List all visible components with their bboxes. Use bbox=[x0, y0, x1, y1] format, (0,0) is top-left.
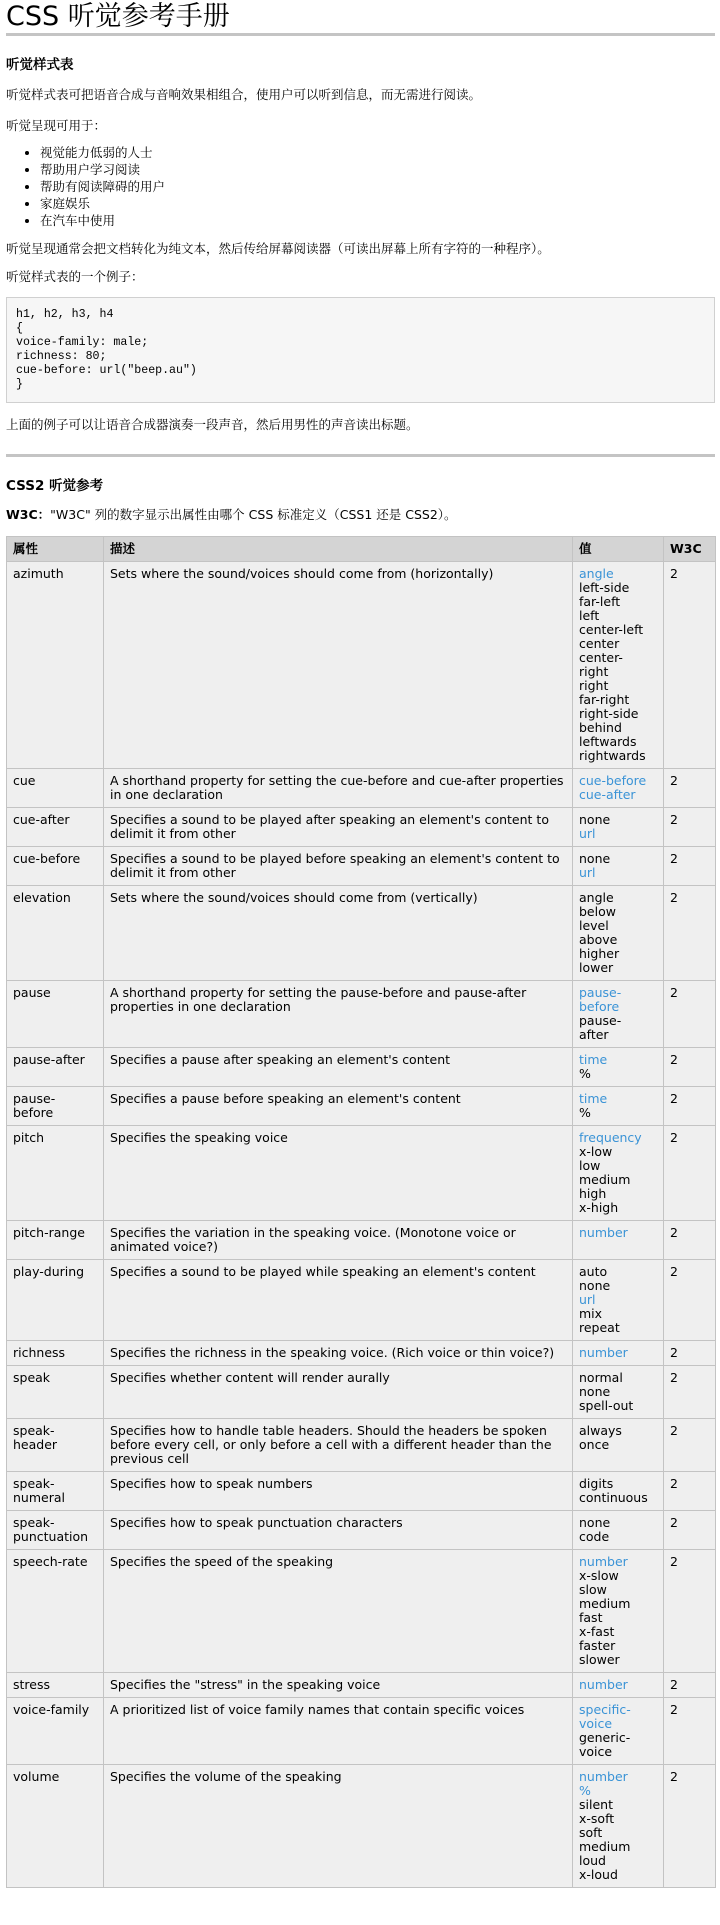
table-row bbox=[7, 1048, 716, 1087]
values-cell bbox=[573, 1698, 664, 1765]
values-cell bbox=[573, 1550, 664, 1673]
code-line: richness: 80; bbox=[16, 350, 107, 363]
property-cell: cue-after bbox=[7, 808, 104, 847]
value-item: slow bbox=[579, 1582, 607, 1597]
value-link[interactable]: % bbox=[579, 1783, 591, 1798]
description-cell: A shorthand property for setting the cue-before and cue-after properties in one declaration bbox=[104, 769, 573, 808]
table-row bbox=[7, 1673, 716, 1698]
value-item: normal bbox=[579, 1370, 623, 1385]
value-item: far-left bbox=[579, 594, 621, 609]
values-cell bbox=[573, 1087, 664, 1126]
property-cell: richness bbox=[7, 1341, 104, 1366]
code-line: { bbox=[16, 322, 23, 335]
value-link[interactable]: time bbox=[579, 1091, 608, 1106]
intro-description: 听觉样式表可把语音合成与音响效果相组合，使用户可以听到信息，而无需进行阅读。 bbox=[6, 87, 482, 102]
value-item: far-right bbox=[579, 692, 630, 707]
value-link[interactable]: time bbox=[579, 1052, 608, 1067]
value-item: center bbox=[579, 636, 620, 651]
table-header-row bbox=[7, 537, 716, 562]
value-item: mix bbox=[579, 1306, 603, 1321]
table-row bbox=[7, 1419, 716, 1472]
value-link[interactable]: frequency bbox=[579, 1130, 642, 1145]
value-item: x-slow bbox=[579, 1568, 619, 1583]
value-item: none bbox=[579, 1278, 611, 1293]
property-cell: pause-before bbox=[7, 1087, 104, 1126]
value-link[interactable]: url bbox=[579, 826, 596, 841]
section-divider bbox=[6, 454, 715, 457]
description-cell: A shorthand property for setting the pause-before and pause-after properties in one declaration bbox=[104, 981, 573, 1048]
value-item: none bbox=[579, 1515, 611, 1530]
table-row bbox=[7, 562, 716, 769]
code-line: voice-family: male; bbox=[16, 336, 149, 349]
values-cell bbox=[573, 769, 664, 808]
property-cell: speak bbox=[7, 1366, 104, 1419]
value-item: high bbox=[579, 1186, 607, 1201]
table-row bbox=[7, 1511, 716, 1550]
value-item: spell-out bbox=[579, 1398, 634, 1413]
values-cell bbox=[573, 1341, 664, 1366]
property-cell: play-during bbox=[7, 1260, 104, 1341]
values-cell bbox=[573, 1472, 664, 1511]
values-cell bbox=[573, 1673, 664, 1698]
description-cell: A prioritized list of voice family names that contain specific voices bbox=[104, 1698, 573, 1765]
title-divider bbox=[6, 33, 715, 36]
value-link[interactable]: number bbox=[579, 1345, 628, 1360]
w3c-note bbox=[6, 506, 715, 524]
values-cell bbox=[573, 1221, 664, 1260]
w3c-cell: 2 bbox=[664, 1048, 716, 1087]
value-item: leftwards bbox=[579, 734, 637, 749]
value-item: none bbox=[579, 851, 611, 866]
value-item: x-fast bbox=[579, 1624, 615, 1639]
use-list-item: • 在汽车中使用 bbox=[40, 212, 715, 229]
description-cell: Specifies how to speak numbers bbox=[104, 1472, 573, 1511]
property-cell: speak-numeral bbox=[7, 1472, 104, 1511]
property-cell: volume bbox=[7, 1765, 104, 1888]
code-line: h1, h2, h3, h4 bbox=[16, 308, 114, 321]
description-cell: Specifies a pause after speaking an element's content bbox=[104, 1048, 573, 1087]
value-item: higher bbox=[579, 946, 620, 961]
value-item: code bbox=[579, 1529, 610, 1544]
description-cell: Specifies the volume of the speaking bbox=[104, 1765, 573, 1888]
table-row bbox=[7, 1087, 716, 1126]
value-item: none bbox=[579, 1384, 611, 1399]
description-cell: Specifies the "stress" in the speaking voice bbox=[104, 1673, 573, 1698]
value-item: rightwards bbox=[579, 748, 646, 763]
value-item: above bbox=[579, 932, 618, 947]
use-list-item: • 帮助有阅读障碍的用户 bbox=[40, 178, 715, 195]
value-item: silent bbox=[579, 1797, 613, 1812]
description-cell: Specifies how to speak punctuation characters bbox=[104, 1511, 573, 1550]
value-item: right bbox=[579, 678, 609, 693]
value-item: generic-voice bbox=[579, 1730, 631, 1759]
description-cell: Specifies the variation in the speaking voice. (Monotone voice or animated voice?) bbox=[104, 1221, 573, 1260]
description-cell: Specifies the speed of the speaking bbox=[104, 1550, 573, 1673]
w3c-cell: 2 bbox=[664, 1511, 716, 1550]
use-list-item: • 帮助用户学习阅读 bbox=[40, 161, 715, 178]
description-cell: Specifies the speaking voice bbox=[104, 1126, 573, 1221]
w3c-cell: 2 bbox=[664, 1419, 716, 1472]
w3c-cell: 2 bbox=[664, 1126, 716, 1221]
value-item: slower bbox=[579, 1652, 620, 1667]
property-cell: pitch bbox=[7, 1126, 104, 1221]
value-link[interactable]: pause-before bbox=[579, 985, 622, 1014]
table-row bbox=[7, 886, 716, 981]
table-row bbox=[7, 1366, 716, 1419]
description-cell: Specifies a sound to be played while speaking an element's content bbox=[104, 1260, 573, 1341]
value-link[interactable]: cue-before bbox=[579, 773, 647, 788]
description-cell: Specifies how to handle table headers. Should the headers be spoken before every cell, or only before a cell with a different header than the previous cell bbox=[104, 1419, 573, 1472]
w3c-cell: 2 bbox=[664, 1765, 716, 1888]
value-link[interactable]: number bbox=[579, 1769, 628, 1784]
w3c-cell: 2 bbox=[664, 1673, 716, 1698]
value-link[interactable]: number bbox=[579, 1677, 628, 1692]
values-cell bbox=[573, 1126, 664, 1221]
uses-label: 听觉呈现可用于： bbox=[6, 118, 107, 133]
use-list-item: • 家庭娱乐 bbox=[40, 195, 715, 212]
code-line: cue-before: url("beep.au") bbox=[16, 364, 197, 377]
value-item: lower bbox=[579, 960, 614, 975]
w3c-cell: 2 bbox=[664, 886, 716, 981]
w3c-cell: 2 bbox=[664, 1221, 716, 1260]
w3c-cell: 2 bbox=[664, 808, 716, 847]
values-cell bbox=[573, 1048, 664, 1087]
value-item: repeat bbox=[579, 1320, 620, 1335]
description-cell: Specifies a pause before speaking an element's content bbox=[104, 1087, 573, 1126]
column-header-w3c: W3C bbox=[664, 537, 716, 562]
w3c-cell: 2 bbox=[664, 562, 716, 769]
w3c-cell: 2 bbox=[664, 769, 716, 808]
example-label: 听觉样式表的一个例子： bbox=[6, 269, 144, 284]
table-row bbox=[7, 1260, 716, 1341]
table-row bbox=[7, 847, 716, 886]
property-cell: speech-rate bbox=[7, 1550, 104, 1673]
example-explanation: 上面的例子可以让语音合成器演奏一段声音，然后用男性的声音读出标题。 bbox=[6, 417, 419, 432]
property-cell: voice-family bbox=[7, 1698, 104, 1765]
code-example bbox=[6, 297, 715, 403]
value-link[interactable]: cue-after bbox=[579, 787, 636, 802]
property-cell: pitch-range bbox=[7, 1221, 104, 1260]
property-cell: pause bbox=[7, 981, 104, 1048]
w3c-cell: 2 bbox=[664, 1550, 716, 1673]
value-item: medium bbox=[579, 1839, 631, 1854]
value-item: once bbox=[579, 1437, 610, 1452]
w3c-cell: 2 bbox=[664, 1087, 716, 1126]
value-item: angle bbox=[579, 890, 614, 905]
w3c-cell: 2 bbox=[664, 981, 716, 1048]
property-cell: elevation bbox=[7, 886, 104, 981]
table-row bbox=[7, 808, 716, 847]
table-row bbox=[7, 1341, 716, 1366]
value-item: left-side bbox=[579, 580, 630, 595]
w3c-cell: 2 bbox=[664, 1472, 716, 1511]
description-cell: Specifies a sound to be played after speaking an element's content to delimit it from other bbox=[104, 808, 573, 847]
value-link[interactable]: url bbox=[579, 1292, 596, 1307]
w3c-cell: 2 bbox=[664, 1366, 716, 1419]
value-item: behind bbox=[579, 720, 622, 735]
column-header-description: 描述 bbox=[104, 537, 573, 562]
value-item: center-left bbox=[579, 622, 644, 637]
aural-reference-table bbox=[6, 536, 716, 1888]
value-item: always bbox=[579, 1423, 622, 1438]
code-line: } bbox=[16, 378, 23, 391]
value-item: x-high bbox=[579, 1200, 619, 1215]
table-row bbox=[7, 1126, 716, 1221]
value-item: continuous bbox=[579, 1490, 648, 1505]
value-item: medium bbox=[579, 1172, 631, 1187]
table-row bbox=[7, 1221, 716, 1260]
value-item: auto bbox=[579, 1264, 608, 1279]
w3c-note-label: W3C： bbox=[6, 507, 51, 522]
property-cell: pause-after bbox=[7, 1048, 104, 1087]
screen-reader-note: 听觉呈现通常会把文档转化为纯文本，然后传给屏幕阅读器（可读出屏幕上所有字符的一种程序）。 bbox=[6, 241, 550, 256]
aural-stylesheet-heading: 听觉样式表 bbox=[6, 57, 74, 73]
values-cell bbox=[573, 1419, 664, 1472]
uses-list bbox=[6, 144, 715, 229]
w3c-note-text: "W3C" 列的数字显示出属性由哪个 CSS 标准定义（CSS1 还是 CSS2）。 bbox=[50, 507, 457, 522]
description-cell: Sets where the sound/voices should come from (horizontally) bbox=[104, 562, 573, 769]
column-header-values: 值 bbox=[573, 537, 664, 562]
table-row bbox=[7, 769, 716, 808]
page-title: CSS 听觉参考手册 bbox=[6, 1, 230, 32]
values-cell bbox=[573, 1511, 664, 1550]
values-cell bbox=[573, 1765, 664, 1888]
description-cell: Sets where the sound/voices should come from (vertically) bbox=[104, 886, 573, 981]
description-cell: Specifies a sound to be played before speaking an element's content to delimit it from other bbox=[104, 847, 573, 886]
value-item: right-side bbox=[579, 706, 639, 721]
value-item: x-loud bbox=[579, 1867, 618, 1882]
value-item: fast bbox=[579, 1610, 603, 1625]
property-cell: speak-header bbox=[7, 1419, 104, 1472]
value-item: x-soft bbox=[579, 1811, 615, 1826]
use-list-item: • 视觉能力低弱的人士 bbox=[40, 144, 715, 161]
table-row bbox=[7, 1765, 716, 1888]
value-item: level bbox=[579, 918, 609, 933]
value-item: left bbox=[579, 608, 600, 623]
value-item: % bbox=[579, 1066, 591, 1081]
values-cell bbox=[573, 847, 664, 886]
values-cell bbox=[573, 1366, 664, 1419]
value-link[interactable]: number bbox=[579, 1554, 628, 1569]
value-item: center-right bbox=[579, 650, 623, 679]
value-item: none bbox=[579, 812, 611, 827]
value-item: low bbox=[579, 1158, 601, 1173]
value-item: faster bbox=[579, 1638, 616, 1653]
table-row bbox=[7, 981, 716, 1048]
w3c-cell: 2 bbox=[664, 1260, 716, 1341]
property-cell: stress bbox=[7, 1673, 104, 1698]
values-cell bbox=[573, 886, 664, 981]
value-link[interactable]: url bbox=[579, 865, 596, 880]
table-body bbox=[7, 562, 716, 1888]
value-item: pause-after bbox=[579, 1013, 622, 1042]
values-cell bbox=[573, 562, 664, 769]
w3c-cell: 2 bbox=[664, 847, 716, 886]
value-item: digits bbox=[579, 1476, 614, 1491]
value-link[interactable]: specific-voice bbox=[579, 1702, 631, 1731]
value-link[interactable]: angle bbox=[579, 566, 614, 581]
value-item: x-low bbox=[579, 1144, 613, 1159]
value-item: soft bbox=[579, 1825, 603, 1840]
table-row bbox=[7, 1550, 716, 1673]
values-cell bbox=[573, 1260, 664, 1341]
property-cell: cue-before bbox=[7, 847, 104, 886]
property-cell: speak-punctuation bbox=[7, 1511, 104, 1550]
value-item: loud bbox=[579, 1853, 606, 1868]
value-link[interactable]: number bbox=[579, 1225, 628, 1240]
table-row bbox=[7, 1472, 716, 1511]
table-row bbox=[7, 1698, 716, 1765]
value-item: % bbox=[579, 1105, 591, 1120]
column-header-property: 属性 bbox=[7, 537, 104, 562]
property-cell: azimuth bbox=[7, 562, 104, 769]
w3c-cell: 2 bbox=[664, 1341, 716, 1366]
description-cell: Specifies the richness in the speaking voice. (Rich voice or thin voice?) bbox=[104, 1341, 573, 1366]
value-item: below bbox=[579, 904, 616, 919]
values-cell bbox=[573, 981, 664, 1048]
property-cell: cue bbox=[7, 769, 104, 808]
css2-reference-heading: CSS2 听觉参考 bbox=[6, 478, 104, 494]
description-cell: Specifies whether content will render aurally bbox=[104, 1366, 573, 1419]
value-item: medium bbox=[579, 1596, 631, 1611]
values-cell bbox=[573, 808, 664, 847]
w3c-cell: 2 bbox=[664, 1698, 716, 1765]
